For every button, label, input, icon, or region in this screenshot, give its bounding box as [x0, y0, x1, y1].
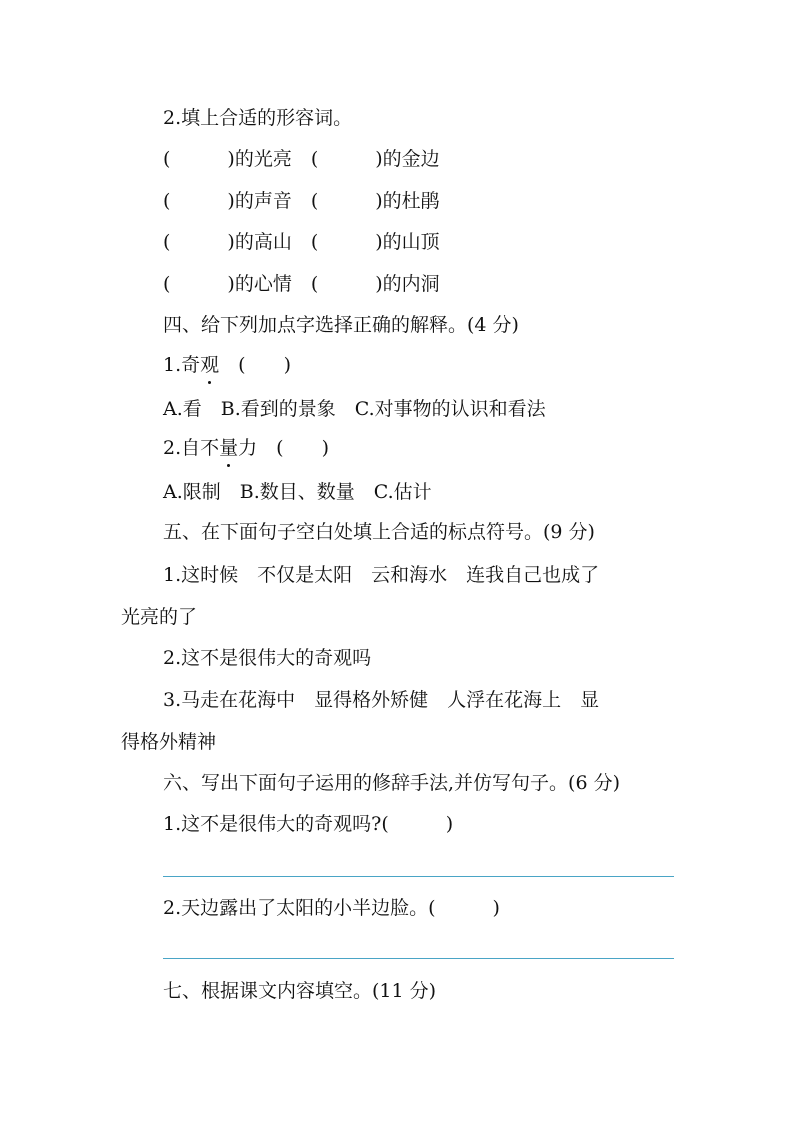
answer-line-2[interactable]: [163, 958, 674, 959]
q4-item-2: 2.自不量力 ( ): [163, 437, 329, 459]
q5-sentence-1-line-1: 1.这时候 不仅是太阳 云和海水 连我自己也成了: [163, 564, 600, 586]
q6-sentence-2: 2.天边露出了太阳的小半边脸。( ): [163, 897, 500, 919]
q5-title: 五、在下面句子空白处填上合适的标点符号。(9 分): [163, 521, 595, 543]
q5-sentence-2: 2.这不是很伟大的奇观吗: [163, 647, 372, 669]
q4-title: 四、给下列加点字选择正确的解释。(4 分): [163, 314, 519, 336]
adjective-row-3: ( )的高山 ( )的山顶: [163, 231, 440, 253]
q5-sentence-1-line-2: 光亮的了: [121, 606, 198, 628]
q5-sentence-3-line-2: 得格外精神: [121, 731, 217, 753]
dotted-char: 量: [219, 437, 239, 459]
q6-title: 六、写出下面句子运用的修辞手法,并仿写句子。(6 分): [163, 772, 620, 794]
q4-item-1: 1.奇观 ( ): [163, 354, 291, 376]
answer-line-1[interactable]: [163, 876, 674, 877]
q4-item-2-options: A.限制 B.数目、数量 C.估计: [163, 481, 432, 503]
adjective-row-4: ( )的心情 ( )的内洞: [163, 273, 440, 295]
q3-sub2-title: 2.填上合适的形容词。: [163, 107, 353, 129]
q5-sentence-3-line-1: 3.马走在花海中 显得格外矫健 人浮在花海上 显: [163, 689, 600, 711]
dotted-char: 观: [200, 354, 220, 376]
q6-sentence-1: 1.这不是很伟大的奇观吗?( ): [163, 813, 454, 835]
adjective-row-2: ( )的声音 ( )的杜鹃: [163, 190, 440, 212]
q7-title: 七、根据课文内容填空。(11 分): [163, 980, 437, 1002]
adjective-row-1: ( )的光亮 ( )的金边: [163, 148, 440, 170]
q4-item-1-options: A.看 B.看到的景象 C.对事物的认识和看法: [163, 398, 546, 420]
